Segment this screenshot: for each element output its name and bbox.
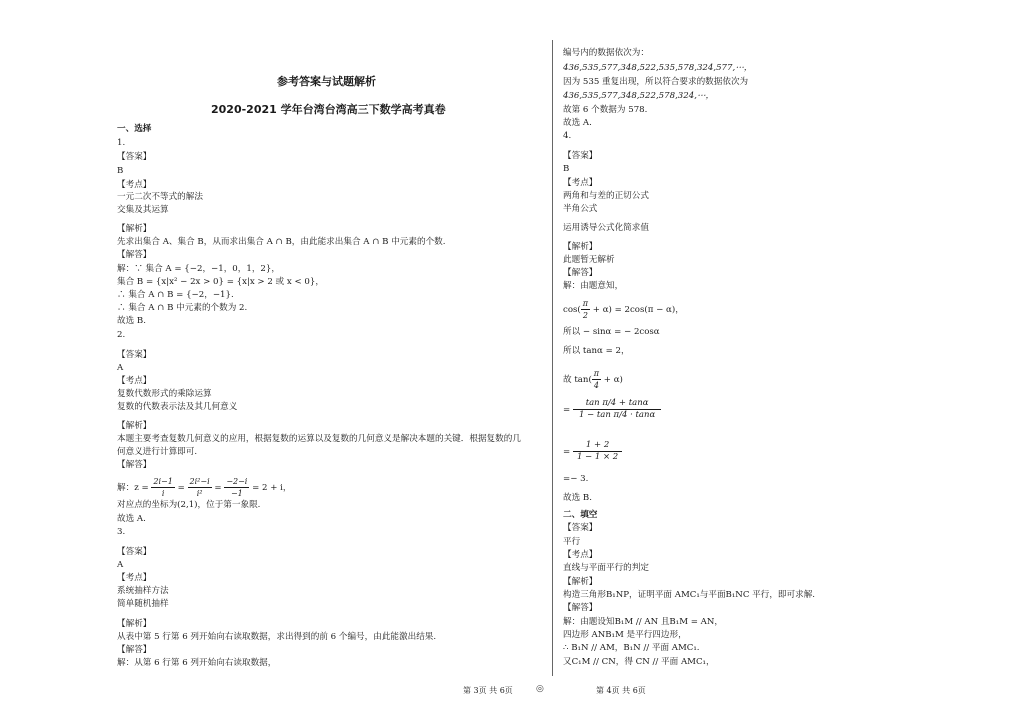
formula-prefix: 解：z = [117,483,149,493]
fraction-numerator: π [582,299,589,308]
right-text-line: 解：由题意知， [563,281,624,291]
page-title: 参考答案与试题解析 [277,75,376,88]
left-text-line: 3. [117,527,126,537]
left-text-line: 从表中第 5 行第 6 列开始向右读取数据，求出得到的前 6 个编号，由此能激出结果. [117,632,437,642]
cos-formula-line: cos( $\frac{\pi}{2}$ + α) = 2cos(π − α)， [563,299,684,320]
right-text-line: 【考点】 [563,550,598,560]
column-divider [552,40,553,676]
left-text-line: B [117,166,124,176]
fraction-denominator: i² [196,489,203,498]
right-text-line: 又C₁M // CN，得 CN // 平面 AMC₁， [563,657,715,667]
left-text-line: 【解答】 [117,460,152,470]
left-text-line: 1. [117,138,126,148]
right-text-line: 运用诱导公式化简求值 [563,223,649,233]
right-text-line: 【解答】 [563,603,598,613]
fraction-denominator: 4 [593,381,599,390]
formula-suffix: = 2 + i， [252,483,292,493]
left-text-line: A [117,363,124,373]
right-text-line: 四边形 ANB₁M 是平行四边形， [563,630,687,640]
fraction-denominator: −1 [230,489,243,498]
right-text-line: 所以 tanα = 2， [563,346,630,356]
right-text-line: 【考点】 [563,178,598,188]
left-text-line: 故选 B. [117,316,146,326]
right-text-line: 所以 − sinα = − 2cosα [563,327,660,337]
right-text-line: 故选 B. [563,493,592,503]
left-text-line: 【答案】 [117,152,152,162]
left-text-line: 【考点】 [117,180,152,190]
left-text-line: A [117,560,124,570]
fraction-denominator: 1 − tan π/4 · tanα [578,410,656,420]
left-text-line: 2. [117,330,126,340]
right-text-line: 平行 [563,537,581,547]
right-text-line: 【答案】 [563,151,598,161]
fraction-numeric [573,440,622,463]
left-text-line: 【答案】 [117,350,152,360]
left-text-line: 对应点的坐标为(2,1)，位于第一象限. [117,500,261,510]
fraction-denominator: i [161,489,165,498]
fraction-denominator: 2 [582,311,588,320]
right-text-line: 两角和与差的正切公式 [563,191,649,201]
left-text-line: 解：从第 6 行第 6 列开始向右读取数据， [117,658,277,668]
left-text-line: 【考点】 [117,573,152,583]
right-text-line: 436,535,577,348,522,578,324,⋯， [563,91,715,101]
left-text-line: 集合 B = {x|x² − 2x > 0} = {x|x > 2 或 x < 0}， [117,277,324,287]
fraction-1 [151,476,174,499]
tan-prefix: 故 tan [563,375,589,385]
right-text-line: 故第 6 个数据为 578. [563,105,648,115]
left-text-line: 交集及其运算 [117,205,169,215]
tan-expansion-line: = $\frac{\text{tan π/4 + tanα}}{\text{1 − tan π/4 · tanα}}$ [563,398,661,421]
right-text-line: 因为 535 重复出现，所以符合要求的数据依次为 [563,77,749,87]
right-text-line: =− 3. [563,474,589,484]
left-text-line: 先求出集合 A、集合 B，从而求出集合 A ∩ B，由此能求出集合 A ∩ B 中元素的个数. [117,237,446,247]
left-text-line: 【考点】 [117,376,152,386]
fraction-numerator: 1 + 2 [573,440,622,452]
exam-subtitle: 2020-2021 学年台湾台湾高三下数学高考真卷 [211,103,446,116]
right-text-line: 直线与平面平行的判定 [563,563,649,573]
right-text-line: 【解答】 [563,268,598,278]
fraction-numerator: tan π/4 + tanα [573,398,661,410]
fraction-2 [188,476,212,499]
left-text-line: 系统抽样方法 [117,586,169,596]
fraction-numerator: π [593,369,600,378]
right-text-line: 编号内的数据依次为： [563,48,649,58]
right-text-line: 4. [563,131,572,141]
fraction-pi-over-4 [592,368,601,391]
fraction-3 [224,476,249,499]
footer-left-page: 第 3页 共 6页 [463,686,513,695]
right-text-line: 【解析】 [563,242,598,252]
cos-prefix: cos [563,305,578,315]
right-text-line: 故选 A. [563,118,592,128]
left-text-line: 【解答】 [117,645,152,655]
right-text-line: 此题暂无解析 [563,255,615,265]
fraction-denominator: 1 − 1 × 2 [576,452,619,462]
left-text-line: 【解析】 [117,619,152,629]
numeric-fraction-line: = $\frac{1 + 2}{1 - 1 \times 2}$ [563,440,622,463]
right-text-line: 【答案】 [563,523,598,533]
right-text-line: B [563,164,570,174]
tan-suffix: + α) [603,375,623,385]
right-text-line: 436,535,577,348,522,535,578,324,577,⋯， [563,63,753,73]
left-text-line: ∴ 集合 A ∩ B = {−2，−1}. [117,290,234,300]
tan-formula-line: 故 tan( $\frac{\pi}{4}$ + α) [563,369,623,390]
fraction-numerator: 2i²−i [189,477,210,486]
left-text-line: 解：∵ 集合 A = {−2，−1，0，1，2}， [117,264,280,274]
fraction-pi-over-2 [581,298,590,321]
left-text-line: 复数的代数表示法及其几何意义 [117,402,238,412]
fraction-tan-sum [573,398,661,421]
left-text-line: 简单随机抽样 [117,599,169,609]
left-formula-line: 解：z = $\frac{2i-1}{i}$ = $\frac{\text{2i²−i}}{\text{i²}}$ = $\frac{-2-i}{-1}$ = 2 + i， [117,477,292,498]
left-text-line: 故选 A. [117,514,146,524]
right-text-line: 二、填空 [563,510,598,520]
left-text-line: 本题主要考查复数几何意义的应用，根据复数的运算以及复数的几何意义是解决本题的关键．根据复数的几 [117,434,521,444]
right-text-line: 构造三角形B₁NP，证明平面 AMC₁与平面B₁NC 平行，即可求解. [563,590,816,600]
footer-right-page: 第 4页 共 6页 [596,686,646,695]
left-text-line: 一、选择 [117,124,152,134]
left-text-line: 一元二次不等式的解法 [117,192,203,202]
right-text-line: 解：由题设知B₁M // AN 且B₁M = AN， [563,617,723,627]
left-text-line: 复数代数形式的乘除运算 [117,389,212,399]
left-text-line: 【解析】 [117,421,152,431]
footer-divider-icon: ◎ [536,684,544,694]
left-text-line: 何意义进行计算即可. [117,447,198,457]
left-text-line: ∴ 集合 A ∩ B 中元素的个数为 2. [117,303,248,313]
right-text-line: ∴ B₁N // AM，B₁N // 平面 AMC₁. [563,643,700,653]
fraction-numerator: 2i−1 [153,477,173,486]
fraction-numerator: −2−i [226,477,248,486]
cos-suffix: + α) = 2cos(π − α)， [592,305,684,315]
right-text-line: 【解析】 [563,577,598,587]
right-text-line: 半角公式 [563,204,598,214]
left-text-line: 【答案】 [117,547,152,557]
left-text-line: 【解答】 [117,250,152,260]
left-text-line: 【解析】 [117,224,152,234]
